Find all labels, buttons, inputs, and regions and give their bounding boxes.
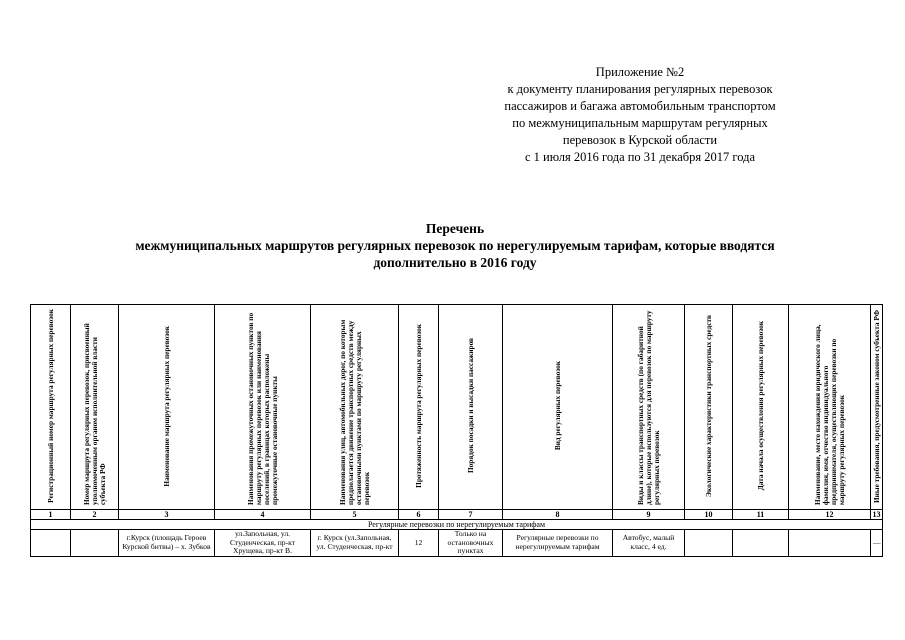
title-line: Перечень: [425, 221, 485, 236]
appendix-header: [480, 64, 800, 166]
column-number: 13: [872, 509, 881, 519]
column-header: Иные требования, предусмотренные законом субъекта РФ: [871, 305, 883, 510]
column-header: Наименования промежуточных остановочных пунктов по маршруту регулярных перевозок или наименования поселений, в границах которых расположены промежуточные остановочные пункты: [215, 305, 311, 510]
cell-boarding-order: Только на остановочных пунктах: [439, 530, 503, 557]
cell-ecology: [685, 530, 733, 557]
column-header: Наименование маршрута регулярных перевозок: [119, 305, 215, 510]
document-title: [60, 220, 850, 271]
section-row: [31, 520, 883, 530]
routes-table: [30, 304, 883, 557]
appendix-line: с 1 июля 2016 года по 31 декабря 2017 года: [525, 150, 755, 164]
appendix-line: по межмуниципальным маршрутам регулярных: [512, 116, 768, 130]
cell-route-number: [71, 530, 119, 557]
appendix-line: к документу планирования регулярных перевозок: [507, 82, 773, 96]
column-header: Номер маршрута регулярных перевозок, присвоенный уполномоченным органом исполнительной власти субъекта РФ: [71, 305, 119, 510]
cell-route-length: 12: [399, 530, 439, 557]
cell-registration-number: [31, 530, 71, 557]
column-header: Наименование, место нахождения юридического лица, фамилия, имя, отчество индивидуального предпринимателя, осуществляющих перевозки по маршруту регулярных перевозок: [789, 305, 871, 510]
column-header: Дата начала осуществления регулярных перевозок: [733, 305, 789, 510]
title-line: дополнительно в 2016 году: [373, 255, 537, 270]
cell-carrier: [789, 530, 871, 557]
column-header: Наименования улиц, автомобильных дорог, по которым предполагается движение транспортных средств между остановочными пунктами по маршруту регулярных перевозок: [311, 305, 399, 510]
column-header: Регистрационный номер маршрута регулярных перевозок: [31, 305, 71, 510]
column-header: Экологические характеристики транспортных средств: [685, 305, 733, 510]
column-number: 6: [399, 510, 439, 520]
table-header-row: [31, 305, 883, 510]
cell-transport-type: Регулярные перевозки по нерегулируемым тарифам: [503, 530, 613, 557]
table-row: [31, 530, 883, 557]
appendix-line: перевозок в Курской области: [562, 133, 718, 147]
column-number: 3: [119, 510, 215, 520]
cell-vehicle-class: Автобус, малый класс, 4 ед.: [613, 530, 685, 557]
cell-intermediate-stops: ул.Запольная, ул. Студенческая, пр-кт Хрущева, пр-кт В.: [215, 530, 311, 557]
column-number: 11: [733, 510, 789, 520]
column-number: 4: [215, 510, 311, 520]
appendix-line: Приложение №2: [595, 65, 685, 79]
column-number: 9: [613, 510, 685, 520]
column-number: 2: [71, 510, 119, 520]
column-header: Протяженность маршрута регулярных перевозок: [399, 305, 439, 510]
title-line: межмуниципальных маршрутов регулярных перевозок по нерегулируемым тарифам, которые вводятся: [135, 238, 775, 253]
column-header: Вид регулярных перевозок: [503, 305, 613, 510]
cell-streets: г. Курск (ул.Запольная, ул. Студенческая, пр-кт: [311, 530, 399, 557]
column-number-row: [31, 510, 883, 520]
column-number: 10: [685, 510, 733, 520]
column-number: 8: [503, 510, 613, 520]
column-number: 5: [311, 510, 399, 520]
cell-route-name: г.Курск (площадь Героев Курской битвы) – х. Зубков: [119, 530, 215, 557]
cell-start-date: [733, 530, 789, 557]
column-number: 7: [439, 510, 503, 520]
column-number: 12: [789, 510, 871, 520]
cell-other-requirements: —: [871, 530, 883, 557]
appendix-line: пассажиров и багажа автомобильным транспортом: [504, 99, 776, 113]
column-header: Порядок посадки и высадки пассажиров: [439, 305, 503, 510]
column-header: Виды и классы транспортных средств (по габаритной длине), которые используются для перевозок по маршруту регулярных перевозок: [613, 305, 685, 510]
section-title: Регулярные перевозки по нерегулируемым тарифам: [31, 520, 883, 530]
column-number: 1: [31, 510, 71, 520]
